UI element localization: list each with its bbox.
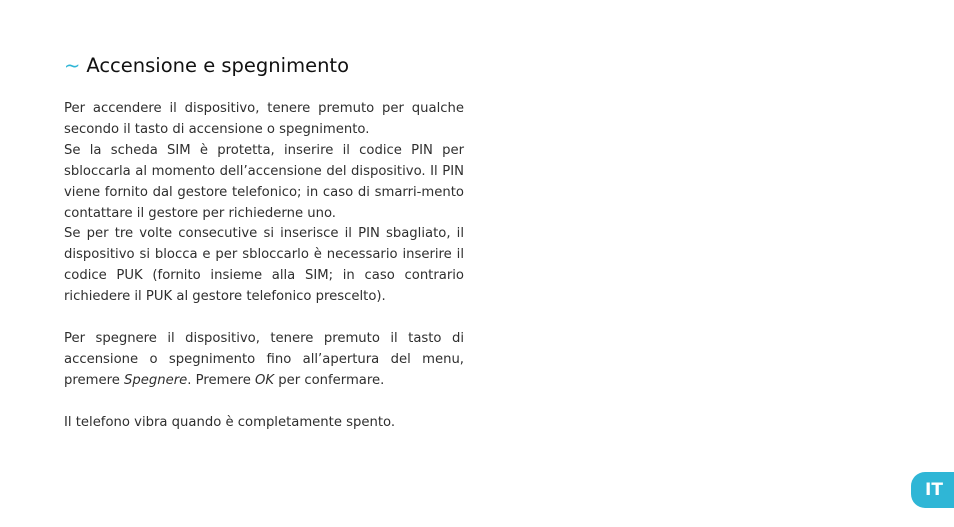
confirm-option: OK	[255, 372, 275, 388]
power-off-text-middle: . Premere	[187, 372, 255, 388]
power-off-text-end: per confermare.	[274, 372, 385, 388]
power-off-text-start: Per spegnere il dispositivo, tenere premuto il tasto di accensione o spegnimento fino all’apertura del menu, premere	[64, 330, 464, 388]
paragraph-sim-pin: Se la scheda SIM è protetta, inserire il codice PIN per sbloccarla al momento dell’accensione del dispositivo. Il PIN viene fornito dal gestore telefonico; in caso di smarri-mento contattare il gestore per richiederne uno.	[64, 142, 464, 221]
paragraph-puk: Se per tre volte consecutive si inserisce il PIN sbagliato, il dispositivo si blocca e per sbloccarlo è necessario inserire il codice PUK (fornito insieme alla SIM; in caso contrario richiedere il PUK al gestore telefonico prescelto).	[64, 226, 464, 305]
section-heading	[64, 53, 349, 79]
paragraph-power-on: Per accendere il dispositivo, tenere premuto per qualche secondo il tasto di accensione o spegnimento.	[64, 101, 464, 137]
heading-tilde: ~	[64, 54, 81, 77]
language-badge: IT	[911, 472, 954, 508]
power-off-option: Spegnere	[124, 372, 188, 388]
paragraph-power-off	[64, 329, 464, 392]
paragraph-vibration: Il telefono vibra quando è completamente spento.	[64, 414, 396, 430]
heading-title: Accensione e spegnimento	[86, 54, 350, 77]
body-text	[64, 99, 464, 433]
